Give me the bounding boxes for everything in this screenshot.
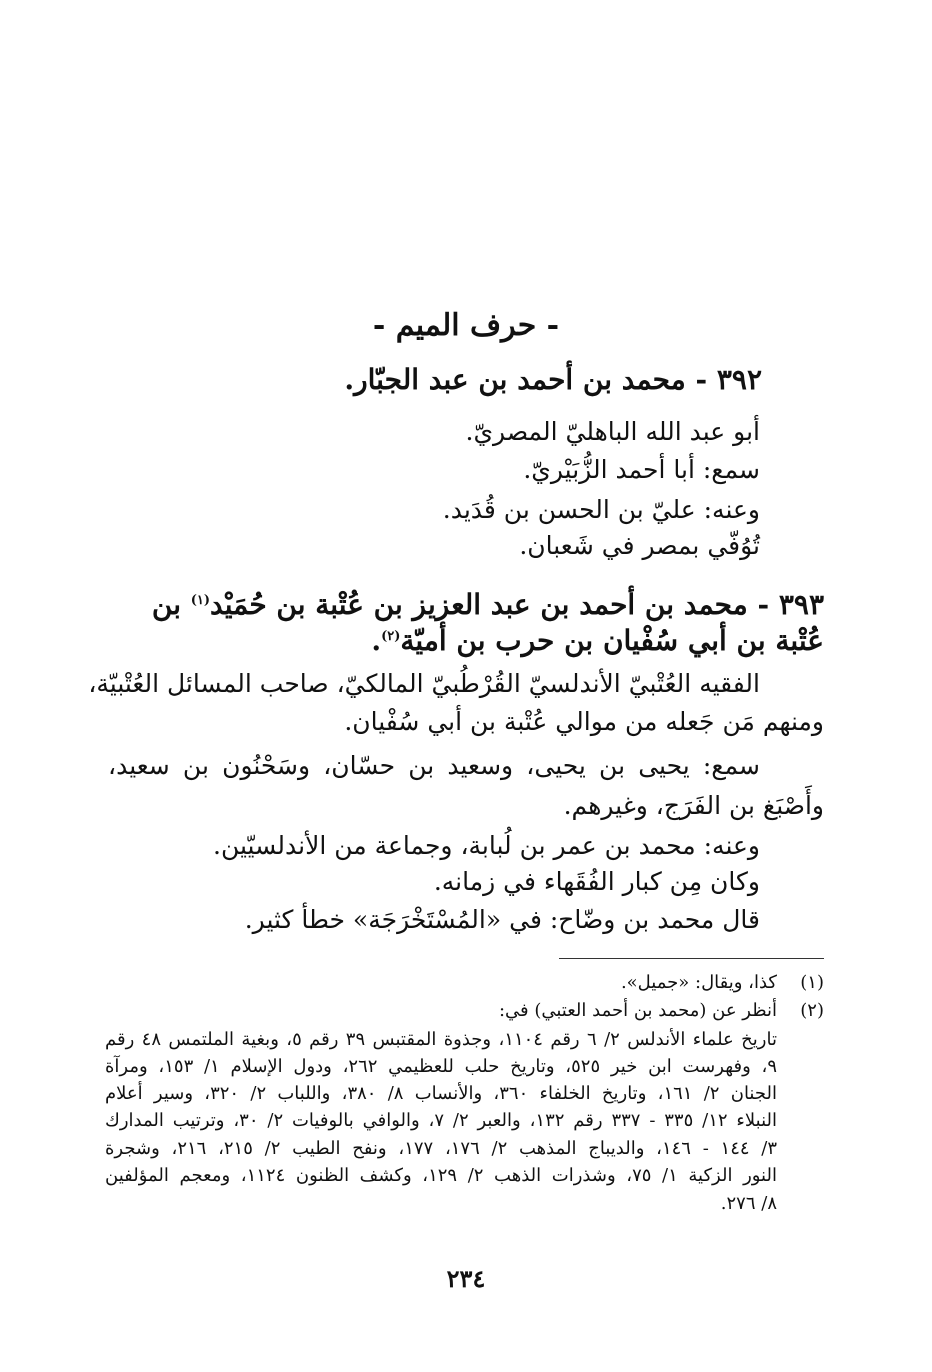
entry-393-line: ومنهم مَن جَعله من موالي عُتْبة بن أبي سُفْيان. <box>344 707 824 736</box>
entry-393-heading-end-2: . <box>371 624 382 657</box>
footnote-number: (١) <box>800 972 824 993</box>
footnote-reference-line: النور الزكية ١/ ٧٥، وشذرات الذهب ٢/ ١٢٩، وكشف الظنون ١١٢٤، ومعجم المؤلفين <box>105 1165 777 1186</box>
footnote-reference-line: تاريخ علماء الأندلس ٢/ ٦ رقم ١١٠٤، وجذوة المقتبس ٣٩ رقم ٥، وبغية الملتمس ٤٨ رقم <box>105 1029 777 1050</box>
entry-393-line: وعنه: محمد بن عمر بن لُبابة، وجماعة من الأندلسيّين. <box>213 831 760 860</box>
entry-393-line: وكان مِن كبار الفُقَهاء في زمانه. <box>433 867 760 896</box>
entry-393-heading-text: ٣٩٣ - محمد بن أحمد بن عبد العزيز بن عُتْبة بن حُمَيْد <box>210 588 824 621</box>
entry-393-line: الفقيه العُتْبيّ الأندلسيّ القُرْطُبيّ المالكيّ، صاحب المسائل العُتْبيّة، <box>88 669 760 698</box>
entry-393-heading-end: بن <box>151 588 191 621</box>
entry-393-heading-line2 <box>371 616 824 666</box>
footnote-reference-line: ٨/ ٢٧٦. <box>720 1193 777 1214</box>
entry-393-line: وأَصْبَغ بن الفَرَج، وغيرهم. <box>563 791 824 820</box>
entry-392-line: سمع: أبا أحمد الزُّبَيْريّ. <box>523 455 760 484</box>
page-number: ٢٣٤ <box>446 1264 486 1293</box>
entry-392-line: أبو عبد الله الباهليّ المصريّ. <box>465 417 760 446</box>
footnote-reference-line: ٣/ ١٤٤ - ١٤٦، والديباج المذهب ٢/ ١٧٦، ١٧٧، ونفح الطيب ٢/ ٢١٥، ٢١٦، وشجرة <box>105 1138 778 1159</box>
footnote-text: كذا، ويقال: «جميل». <box>620 972 777 993</box>
footnote-ref-2: (٢) <box>381 629 401 644</box>
entry-393-line: سمع: يحيى بن يحيى، وسعيد بن حسّان، وسَحْنُون بن سعيد، <box>108 751 760 780</box>
footnote-text: أنظر عن (محمد بن أحمد العتبي) في: <box>498 1000 777 1021</box>
entry-392-line: وعنه: عليّ بن الحسن بن قُدَيد. <box>442 495 760 524</box>
entry-392-heading: ٣٩٢ - محمد بن أحمد بن عبد الجبّار. <box>344 363 762 396</box>
entry-393-heading-text-2: عُتْبة بن أبي سُفْيان بن حرب بن أميّة <box>400 624 824 657</box>
footnote-separator <box>559 958 824 959</box>
entry-392-line: تُوُفّي بمصر في شَعبان. <box>519 531 760 560</box>
footnote-reference-line: الجنان ٢/ ١٦١، وتاريخ الخلفاء ٣٦٠، والأنساب ٨/ ٣٨٠، واللباب ٢/ ٣٢٠، وسير أعلام <box>105 1083 777 1104</box>
footnote-reference-line: ٩، وفهرست ابن خير ٥٢٥، وتاريخ حلب للعظيمي ٢٦٢، ودول الإسلام ١/ ١٥٣، ومرآة <box>105 1056 777 1077</box>
entry-393-line: قال محمد بن وضّاح: في «المُسْتَخْرَجَة» خطأ كثير. <box>244 905 760 934</box>
chapter-title: - حرف الميم - <box>372 308 560 343</box>
footnote-reference-line: النبلاء ١٢/ ٣٣٥ - ٣٣٧ رقم ١٣٢، والعبر ٢/ ٧، والوافي بالوفيات ٢/ ٣٠، وترتيب المدارك <box>105 1110 777 1131</box>
footnote-number: (٢) <box>800 1000 824 1021</box>
footnote-ref-1: (١) <box>190 593 211 608</box>
